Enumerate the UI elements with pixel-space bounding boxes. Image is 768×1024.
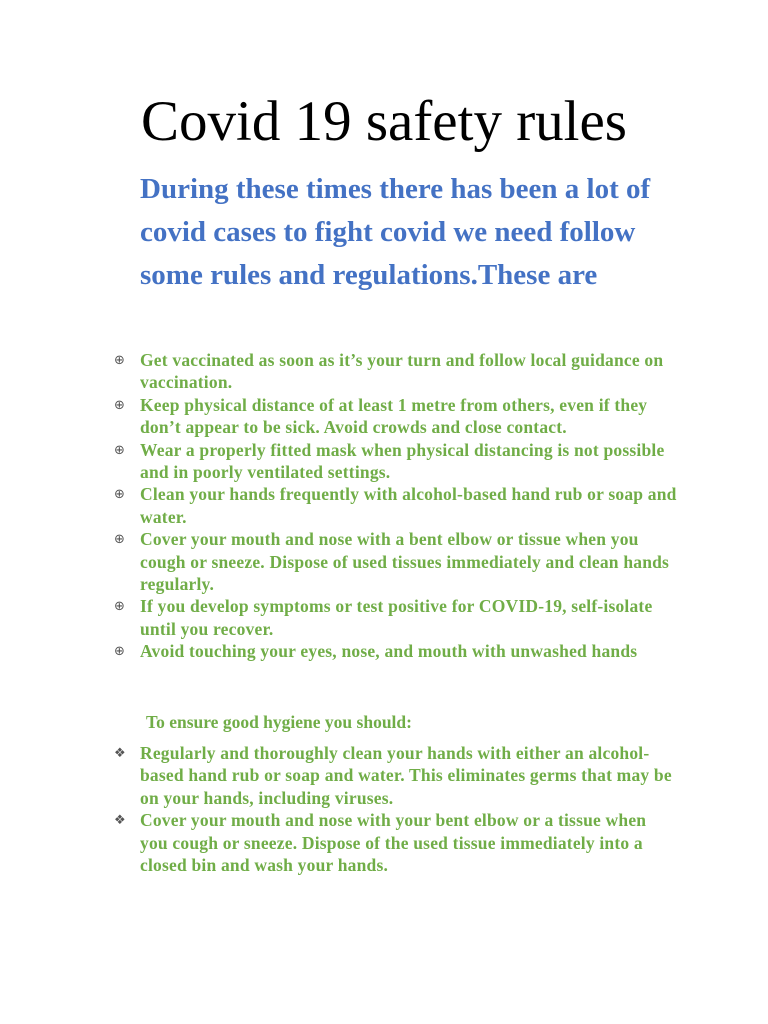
- circle-plus-bullet-icon: ⊕: [114, 532, 126, 548]
- circle-plus-bullet-icon: ⊕: [114, 599, 126, 615]
- circle-plus-bullet-icon: ⊕: [114, 353, 126, 368]
- list-item: [0, 809, 768, 876]
- page-title: Covid 19 safety rules: [140, 90, 627, 153]
- list-item: [0, 595, 768, 640]
- rule-text: Cover your mouth and nose with a bent elbow or tissue when you cough or sneeze. Dispose of used tissues immediately and clean hands regularly.: [140, 529, 670, 595]
- list-item: [0, 349, 768, 394]
- safety-rules-list: [0, 349, 768, 663]
- hygiene-rule-text: Regularly and thoroughly clean your hands with either an alcohol-based hand rub or soap and water. This eliminates germs that may be on your hands, including viruses.: [140, 743, 672, 808]
- hygiene-intro: To ensure good hygiene you should:: [146, 712, 412, 732]
- hygiene-rules-list: [0, 742, 768, 876]
- circle-plus-bullet-icon: ⊕: [114, 487, 126, 503]
- rule-text: Get vaccinated as soon as it’s your turn and follow local guidance on vaccination.: [140, 350, 664, 393]
- rule-text: Keep physical distance of at least 1 metre from others, even if they don’t appear to be sick. Avoid crowds and close contact.: [140, 394, 648, 438]
- list-item: [0, 439, 768, 484]
- hygiene-rule-text: Cover your mouth and nose with your bent elbow or a tissue when you cough or sneeze. Dispose of the used tissue immediately into a closed bin and wash your hands.: [140, 810, 647, 876]
- diamond-bullet-icon: ❖: [114, 746, 126, 761]
- rule-text: If you develop symptoms or test positive for COVID-19, self-isolate until you recover.: [140, 596, 653, 639]
- intro-paragraph: During these times there has been a lot of covid cases to fight covid we need follow some rules and regulations.These are: [140, 173, 651, 291]
- circle-plus-bullet-icon: ⊕: [114, 397, 126, 413]
- rule-text: Wear a properly fitted mask when physical distancing is not possible and in poorly ventilated settings.: [140, 439, 665, 483]
- list-item: [0, 483, 768, 528]
- list-item: [0, 394, 768, 439]
- list-item: [0, 742, 768, 809]
- rule-text: Avoid touching your eyes, nose, and mouth with unwashed hands: [140, 641, 638, 662]
- list-item: [0, 528, 768, 595]
- circle-plus-bullet-icon: ⊕: [114, 644, 126, 660]
- rule-text: Clean your hands frequently with alcohol-based hand rub or soap and water.: [140, 484, 677, 527]
- diamond-bullet-icon: ❖: [114, 813, 126, 829]
- list-item: [0, 640, 768, 662]
- circle-plus-bullet-icon: ⊕: [114, 442, 126, 458]
